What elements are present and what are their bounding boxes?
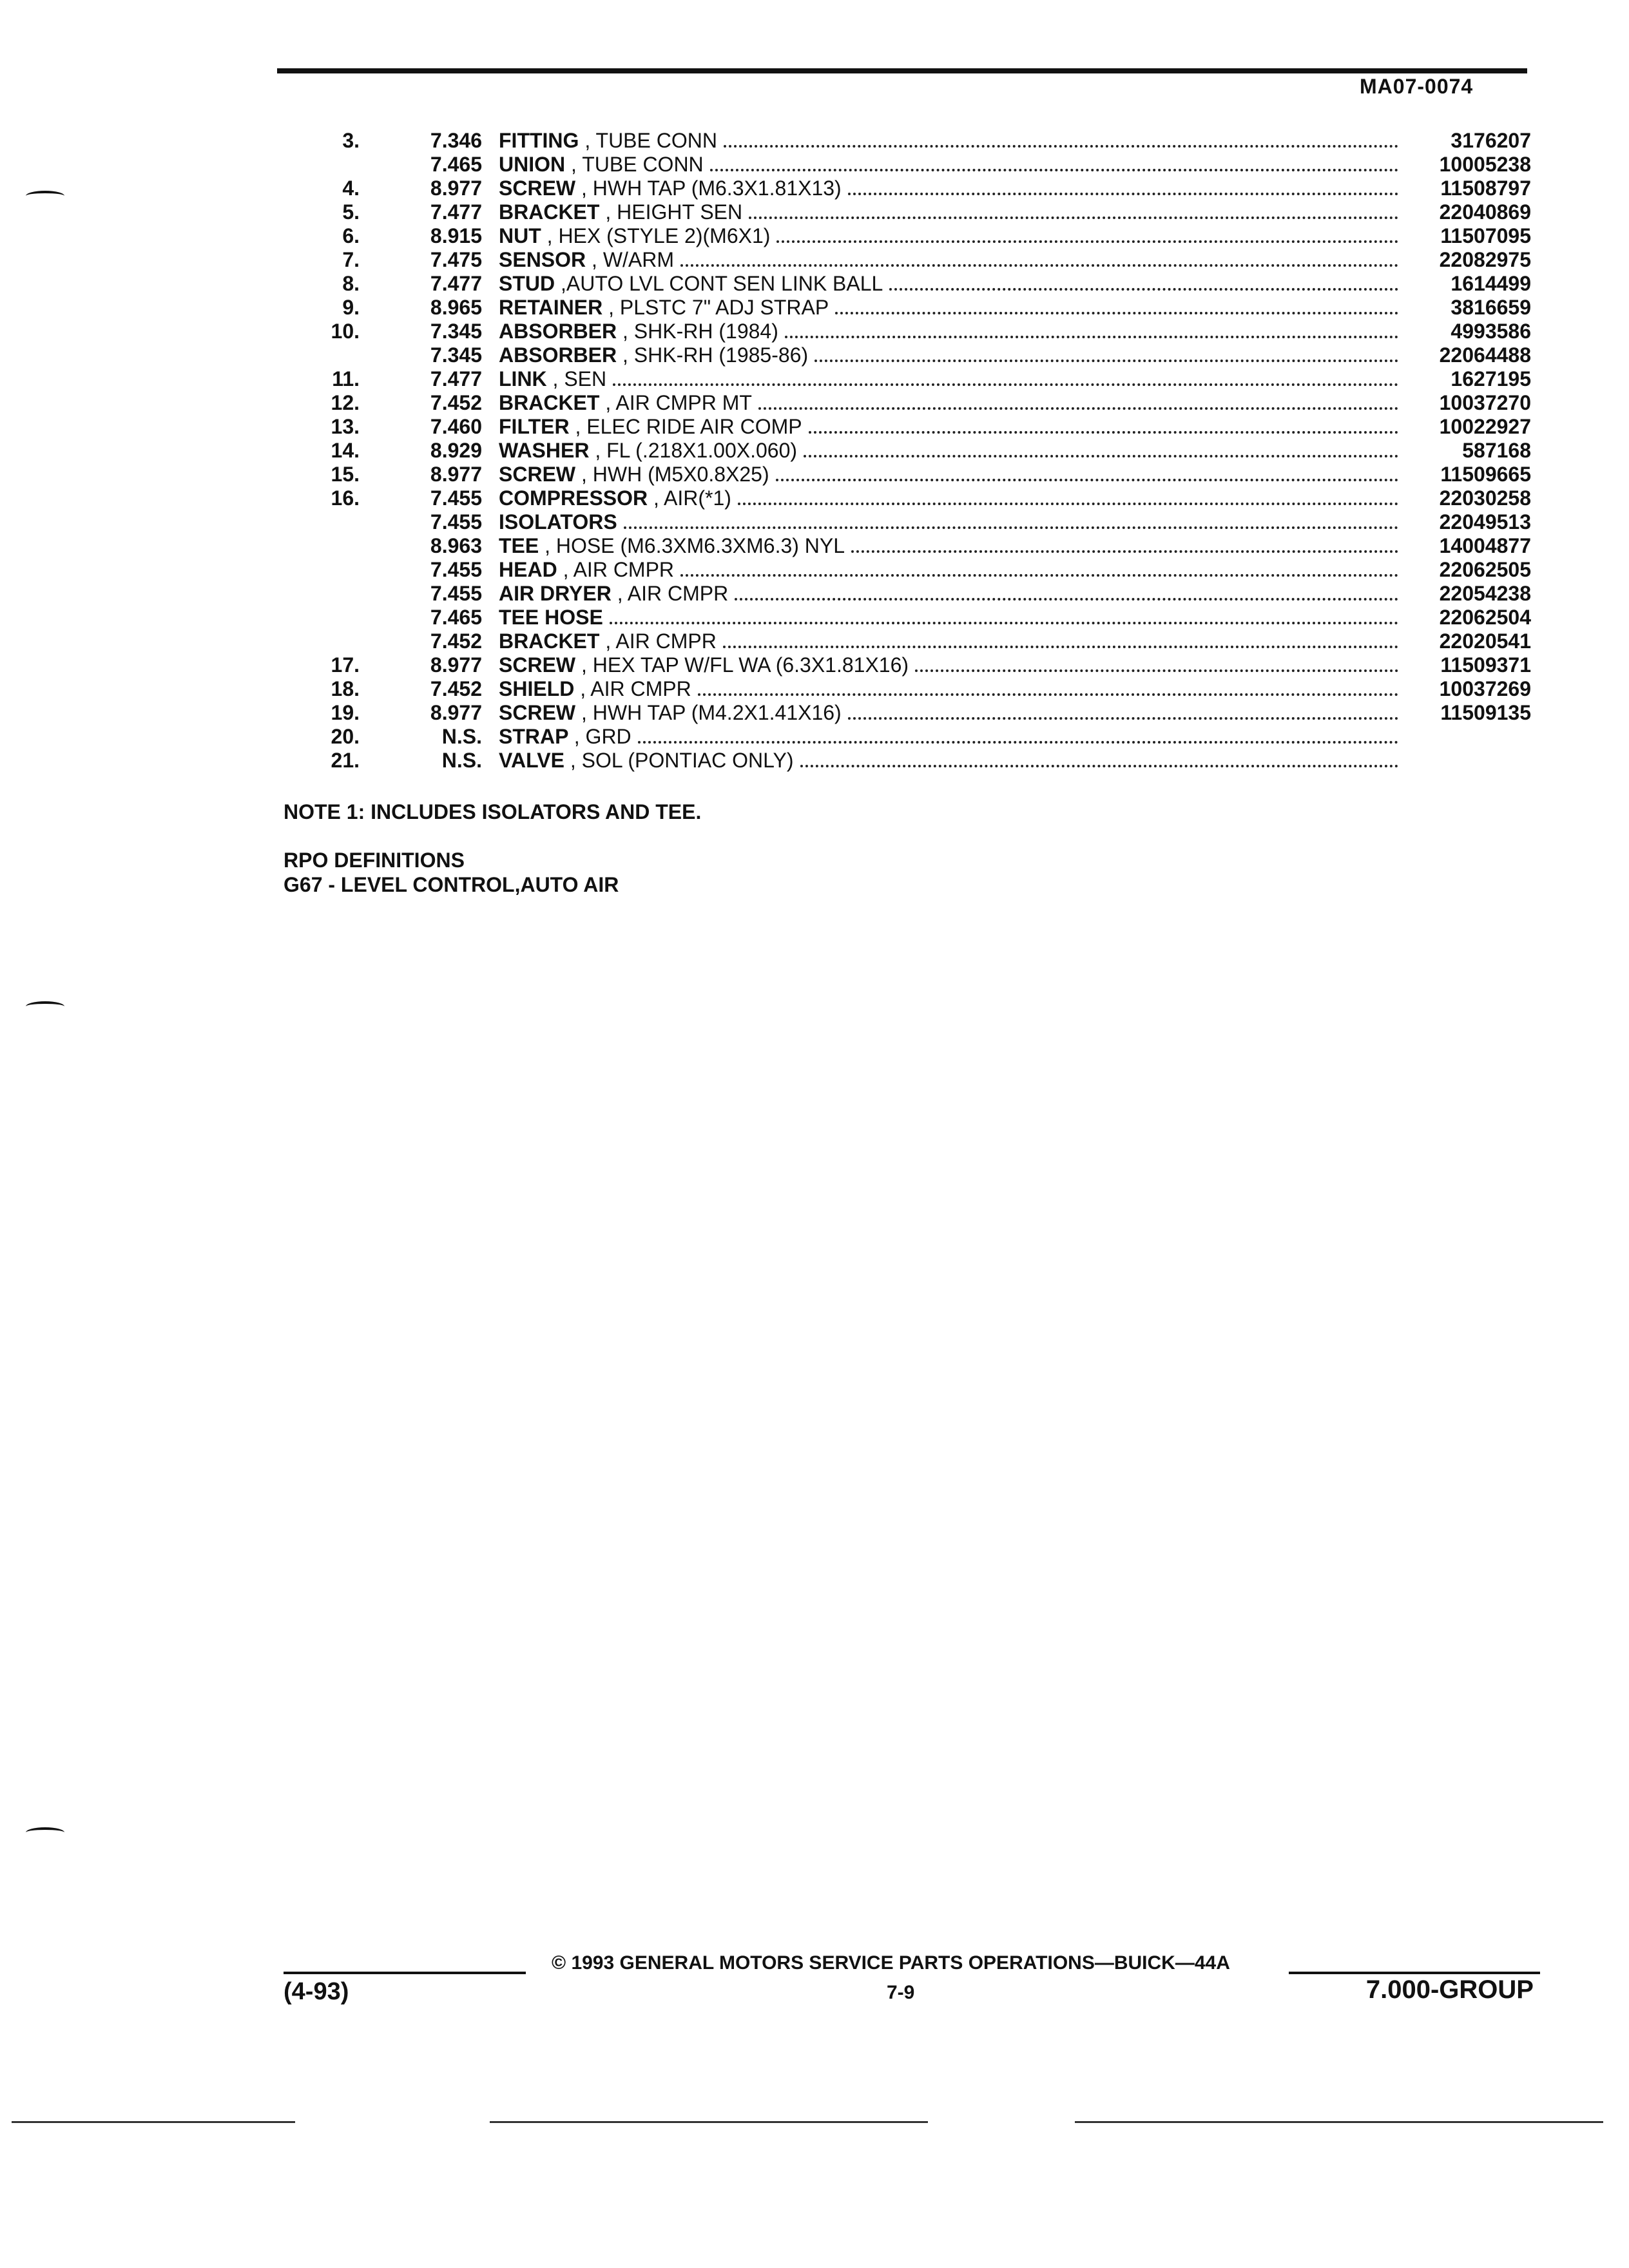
item-number: 10. [331,320,360,343]
part-spec: , AIR CMPR [563,558,675,581]
part-description [499,486,1398,510]
part-name: BRACKET [499,200,600,224]
part-name: HEAD [499,558,557,581]
group-number: 7.475 [430,248,482,271]
part-number: 10022927 [1439,415,1531,438]
dot-leader [809,431,1398,434]
rpo-title: RPO DEFINITIONS [284,849,465,872]
dot-leader [638,741,1398,744]
part-name: SCREW [499,653,576,677]
part-number: 22062505 [1439,558,1531,581]
group-number: 7.452 [430,391,482,414]
part-spec: , HEX (STYLE 2)(M6X1) [546,224,771,247]
part-spec: , PLSTC 7" ADJ STRAP [608,296,829,319]
part-number: 22082975 [1439,248,1531,271]
part-row [0,248,1629,272]
group-number: 7.455 [430,582,482,605]
dot-leader [735,598,1398,601]
bottom-rule [12,2121,295,2123]
part-name: BRACKET [499,391,600,414]
part-name: WASHER [499,439,590,462]
part-description [499,534,1398,558]
item-number: 4. [342,177,360,200]
binder-hole-mark [26,1001,64,1012]
part-number: 1627195 [1451,367,1531,390]
part-number: 4993586 [1451,320,1531,343]
part-row [0,629,1629,653]
item-number: 17. [331,653,360,677]
dot-leader [610,622,1398,624]
group-number: 7.345 [430,320,482,343]
group-number: 7.345 [430,343,482,367]
dot-leader [698,693,1398,696]
copyright-line: © 1993 GENERAL MOTORS SERVICE PARTS OPERATIONS—BUICK—44A [552,1952,1230,1974]
dot-leader [785,336,1398,338]
item-number: 14. [331,439,360,462]
part-row [0,749,1629,773]
part-name: ABSORBER [499,320,617,343]
group-number: 8.915 [430,224,482,247]
part-name: RETAINER [499,296,603,319]
top-rule [277,68,1527,73]
item-number: 20. [331,725,360,748]
part-name: LINK [499,367,547,390]
item-number: 19. [331,701,360,724]
part-description [499,320,1398,343]
part-description [499,177,1398,200]
part-row [0,177,1629,200]
part-description [499,653,1398,677]
part-row [0,415,1629,439]
page-number: 7-9 [887,1982,915,2003]
group-number: N.S. [441,749,482,772]
group-number: 8.929 [430,439,482,462]
part-name: COMPRESSOR [499,486,648,510]
part-spec: , HEIGHT SEN [605,200,743,224]
group-number: 8.965 [430,296,482,319]
footer-rule-left [284,1972,526,1974]
item-number: 11. [332,367,360,390]
part-name: SCREW [499,701,576,724]
part-number: 3816659 [1451,296,1531,319]
group-number: 7.452 [430,629,482,653]
item-number: 9. [342,296,360,319]
group-number: 7.455 [430,558,482,581]
dot-leader [723,646,1398,648]
part-number: 22030258 [1439,486,1531,510]
part-spec: , TUBE CONN [584,129,717,152]
item-number: 15. [331,463,360,486]
part-spec: , HOSE (M6.3XM6.3XM6.3) NYL [545,534,845,557]
part-row [0,463,1629,486]
part-spec: , ELEC RIDE AIR COMP [575,415,802,438]
dot-leader [738,503,1398,505]
dot-leader [749,216,1398,219]
part-row [0,343,1629,367]
part-number: 11509665 [1440,463,1531,486]
part-number: 22062504 [1439,606,1531,629]
part-name: TEE [499,534,539,557]
item-number: 13. [331,415,360,438]
part-number: 11509371 [1440,653,1531,677]
dot-leader [848,193,1398,195]
group-label: 7.000-GROUP [1365,1975,1534,2004]
part-row [0,653,1629,677]
group-number: 7.455 [430,486,482,510]
part-description [499,558,1398,582]
part-number: 22049513 [1439,510,1531,533]
part-row [0,677,1629,701]
part-name: ISOLATORS [499,510,617,533]
part-description [499,415,1398,439]
part-spec: , SEN [552,367,607,390]
part-number: 22054238 [1439,582,1531,605]
part-description [499,582,1398,606]
part-description [499,439,1398,463]
rpo-definition: G67 - LEVEL CONTROL,AUTO AIR [284,873,619,896]
dot-leader [835,312,1398,314]
item-number: 7. [342,248,360,271]
part-description [499,248,1398,272]
footnote: NOTE 1: INCLUDES ISOLATORS AND TEE. [284,800,702,823]
part-row [0,534,1629,558]
part-row [0,582,1629,606]
part-description [499,272,1398,296]
part-row [0,320,1629,343]
part-row [0,510,1629,534]
part-name: VALVE [499,749,564,772]
part-spec: , HEX TAP W/FL WA (6.3X1.81X16) [581,653,909,677]
part-description [499,367,1398,391]
dot-leader [889,288,1398,291]
part-number: 1614499 [1451,272,1531,295]
dot-leader [613,383,1398,386]
part-spec: , GRD [574,725,631,748]
group-number: 7.455 [430,510,482,533]
part-description [499,153,1398,177]
part-number: 11507095 [1440,224,1531,247]
group-number: 8.977 [430,701,482,724]
dot-leader [776,240,1398,243]
part-number: 10037269 [1439,677,1531,700]
part-spec: , AIR CMPR [617,582,729,605]
part-description [499,510,1398,534]
part-number: 11508797 [1440,177,1531,200]
group-number: 8.963 [430,534,482,557]
item-number: 21. [331,749,360,772]
part-number: 3176207 [1451,129,1531,152]
part-spec: , SOL (PONTIAC ONLY) [570,749,794,772]
item-number: 5. [342,200,360,224]
part-description [499,749,1398,773]
part-description [499,701,1398,725]
dot-leader [848,717,1398,720]
dot-leader [758,407,1398,410]
group-number: 7.465 [430,606,482,629]
group-number: 7.452 [430,677,482,700]
dot-leader [776,479,1398,481]
part-row [0,129,1629,153]
part-description [499,463,1398,486]
binder-hole-mark [26,1827,64,1838]
part-row [0,296,1629,320]
part-description [499,200,1398,224]
part-spec: , AIR(*1) [653,486,731,510]
group-number: 7.477 [430,272,482,295]
part-name: STRAP [499,725,568,748]
part-description [499,629,1398,653]
part-name: BRACKET [499,629,600,653]
part-description [499,343,1398,367]
part-spec: , W/ARM [592,248,675,271]
dot-leader [804,455,1398,457]
part-name: FILTER [499,415,570,438]
part-row [0,272,1629,296]
group-number: 7.465 [430,153,482,176]
item-number: 18. [331,677,360,700]
dot-leader [851,550,1398,553]
part-spec: , HWH TAP (M4.2X1.41X16) [581,701,842,724]
group-number: 7.346 [430,129,482,152]
dot-leader [915,669,1398,672]
part-spec: , AIR CMPR [605,629,717,653]
part-description [499,677,1398,701]
part-number: 22064488 [1439,343,1531,367]
part-description [499,296,1398,320]
footer-rule-right [1289,1972,1540,1974]
part-row [0,558,1629,582]
part-name: SCREW [499,177,576,200]
part-description [499,224,1398,248]
part-row [0,367,1629,391]
part-name: SHIELD [499,677,575,700]
part-row [0,153,1629,177]
part-name: STUD [499,272,555,295]
part-spec: , HWH TAP (M6.3X1.81X13) [581,177,842,200]
group-number: 8.977 [430,653,482,677]
group-number: 7.477 [430,367,482,390]
group-number: N.S. [441,725,482,748]
part-description [499,725,1398,749]
bottom-rule [490,2121,928,2123]
group-number: 7.460 [430,415,482,438]
dot-leader [624,526,1398,529]
item-number: 12. [331,391,360,414]
part-row [0,486,1629,510]
part-spec: , SHK-RH (1984) [622,320,778,343]
part-number: 587168 [1462,439,1531,462]
part-number: 11509135 [1440,701,1531,724]
part-spec: , AIR CMPR [580,677,691,700]
part-name: SCREW [499,463,576,486]
part-name: UNION [499,153,566,176]
document-id: MA07-0074 [1360,75,1474,98]
parts-list [0,129,1629,773]
group-number: 8.977 [430,177,482,200]
dot-leader [800,765,1398,767]
part-description [499,606,1398,629]
part-name: SENSOR [499,248,586,271]
part-name: TEE HOSE [499,606,603,629]
part-description [499,391,1398,415]
part-spec: , TUBE CONN [571,153,704,176]
part-name: FITTING [499,129,579,152]
part-row [0,439,1629,463]
dot-leader [710,169,1398,171]
part-row [0,200,1629,224]
dot-leader [724,145,1398,148]
part-description [499,129,1398,153]
part-spec: , SHK-RH (1985-86) [622,343,809,367]
group-number: 8.977 [430,463,482,486]
part-name: NUT [499,224,541,247]
part-number: 22020541 [1439,629,1531,653]
part-number: 22040869 [1439,200,1531,224]
item-number: 16. [331,486,360,510]
part-name: AIR DRYER [499,582,612,605]
dot-leader [680,574,1398,577]
part-number: 14004877 [1439,534,1531,557]
part-row [0,606,1629,629]
part-spec: , AIR CMPR MT [605,391,752,414]
item-number: 3. [342,129,360,152]
part-spec: ,AUTO LVL CONT SEN LINK BALL [561,272,883,295]
group-number: 7.477 [430,200,482,224]
part-row [0,725,1629,749]
part-row [0,391,1629,415]
part-spec: , FL (.218X1.00X.060) [595,439,798,462]
rpo-definitions [284,848,619,897]
part-row [0,701,1629,725]
part-number: 10037270 [1439,391,1531,414]
binder-hole-mark [26,191,64,201]
dot-leader [815,360,1398,362]
item-number: 6. [342,224,360,247]
item-number: 8. [342,272,360,295]
dot-leader [680,264,1398,267]
part-name: ABSORBER [499,343,617,367]
part-spec: , HWH (M5X0.8X25) [581,463,769,486]
date-code: (4-93) [284,1978,349,2005]
part-row [0,224,1629,248]
bottom-rule [1075,2121,1603,2123]
part-number: 10005238 [1439,153,1531,176]
